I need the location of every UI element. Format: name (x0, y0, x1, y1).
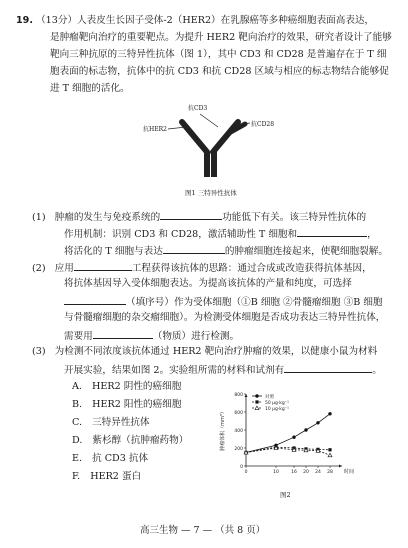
option-key: F. (72, 471, 81, 482)
x-tick-label: 28 (327, 470, 333, 475)
legend-label: 对照 (265, 394, 274, 400)
part1-text-c: 作用机制：识别 CD3 和 CD28，激活辅助性 T 细胞和 (64, 229, 298, 240)
option-text: HER2 阳性的癌细胞 (92, 399, 182, 410)
intro-line-3: 靶向三种抗原的三特异性抗体（图 1），其中 CD3 和 CD28 是普遍存在于 T 细 (50, 49, 387, 60)
part2-text-b: 工程获得该抗体的思路：通过合成或改造获得抗体基因， (131, 263, 372, 274)
series-line (246, 414, 330, 453)
x-tick-label: 24 (315, 470, 321, 475)
label-anti-her2: 抗HER2 (143, 126, 167, 133)
part2-text-d: （填序号）作为受体细胞（①B 细胞 ②骨髓瘤细胞 ③B 细胞 (126, 297, 383, 308)
part3-text-b: 开展实验，结果如图 2。实验组所需的材料和试剂有 (64, 365, 285, 376)
part2-answer-blank-3[interactable] (93, 328, 153, 339)
figure2-line-chart (218, 388, 368, 488)
y-tick-label: 0 (240, 464, 243, 470)
option-text: 三特异性抗体 (92, 417, 150, 428)
part1-text-e: 将活化的 T 细胞与表达 (64, 246, 163, 257)
data-point (328, 412, 331, 415)
y-tick-label: 800 (234, 392, 243, 398)
option-key: C. (72, 417, 83, 428)
label-anti-cd28: 抗CD28 (251, 121, 275, 128)
option-text: HER2 蛋白 (90, 471, 142, 482)
part1-line3 (64, 243, 388, 258)
legend-label: 10 μg·kg⁻¹ (265, 406, 289, 412)
x-tick-label: 20 (303, 470, 309, 475)
part3-line2 (64, 362, 382, 377)
part3-answer-blank[interactable] (284, 362, 372, 373)
part1-line2 (64, 226, 377, 241)
part2-text-g: （物质）进行检测。 (152, 331, 240, 342)
x-axis-arrow (339, 465, 342, 468)
figure2-caption: 图2 (280, 491, 291, 499)
data-point (255, 400, 258, 403)
part2-answer-blank-2[interactable] (64, 294, 126, 305)
legend-label: 50 μg·kg⁻¹ (265, 400, 289, 406)
y-tick-label: 600 (234, 410, 243, 416)
label-anti-cd3: 抗CD3 (188, 105, 208, 112)
option-text: 抗 CD3 抗体 (92, 453, 149, 464)
part1-text-a: 肿瘤的发生与免疫系统的 (54, 212, 161, 223)
option-key: D. (72, 435, 83, 446)
part1-answer-blank-2[interactable] (297, 226, 367, 237)
option-a[interactable] (72, 380, 181, 393)
part3-text-c: 。 (372, 365, 382, 376)
x-tick-label: 10 (273, 470, 279, 475)
part2-text-a: 应用 (54, 263, 74, 274)
x-tick-label: 0 (244, 470, 248, 475)
y-tick-label: 200 (234, 446, 243, 452)
data-point (292, 436, 295, 439)
data-point (328, 448, 331, 451)
y-tick-label: 400 (234, 428, 243, 434)
part1-answer-blank-3[interactable] (163, 243, 225, 254)
part2-line1 (32, 260, 372, 275)
option-text: 紫杉醇（抗肿瘤药物） (92, 435, 189, 446)
option-d[interactable] (72, 434, 188, 447)
part1-answer-blank-1[interactable] (160, 209, 222, 220)
figure1-caption: 图1 三特异性抗体 (185, 189, 237, 197)
intro-line-1: 人表皮生长因子受体-2（HER2）在乳腺癌等多种癌细胞表面高表达， (77, 15, 375, 26)
data-point (255, 394, 258, 397)
part2-answer-blank-1[interactable] (74, 260, 132, 271)
option-key: E. (72, 453, 83, 464)
part2-number: (2) (32, 263, 46, 274)
data-point (316, 421, 319, 424)
part3-number: (3) (32, 346, 46, 357)
part1-text-d: ， (367, 229, 377, 240)
data-point (328, 453, 332, 457)
option-b[interactable] (72, 398, 181, 411)
question-header (16, 14, 374, 27)
question-score: （13分） (36, 15, 78, 26)
part2-line3 (64, 294, 383, 309)
question-number: 19. (16, 15, 33, 26)
part2-text-f: 需要用 (64, 331, 93, 342)
page-footer: 高三生物 — 7 — （共 8 页） (140, 525, 266, 536)
option-key: B. (72, 399, 83, 410)
part1-text-f: 的肿瘤细胞连接起来，使靶细胞裂解。 (224, 246, 388, 257)
option-c[interactable] (72, 416, 150, 429)
x-tick-label: 16 (291, 470, 297, 475)
part2-line2: 将抗体基因导入受体细胞表达。为提高该抗体的产量和纯度，可选择 (64, 278, 352, 289)
part2-line4: 与骨髓瘤细胞的杂交瘤细胞）。为检测受体细胞是否成功表达三特异性抗体， (64, 312, 386, 323)
intro-line-4: 胞表面的标志物，抗体中的抗 CD3 和抗 CD28 区域与相应的标志物结合能够促 (50, 66, 389, 77)
y-axis-label: 肿瘤体积（mm³） (220, 409, 226, 451)
part3-line1 (32, 345, 377, 358)
option-f[interactable] (72, 470, 141, 483)
option-text: HER2 阴性的癌细胞 (91, 381, 182, 392)
figure1-antibody-diagram (130, 102, 280, 184)
data-point (304, 428, 307, 431)
part2-line5 (64, 328, 239, 343)
part1-line1 (32, 209, 366, 224)
part3-text-a: 为检测不同浓度该抗体通过 HER2 靶向治疗肿瘤的效果，以健康小鼠为材料 (54, 346, 378, 357)
part1-number: (1) (32, 212, 46, 223)
option-e[interactable] (72, 452, 148, 465)
intro-line-2: 是肿瘤靶向治疗的重要靶点。为提升 HER2 靶向治疗的效果，研究者设计了能够 (50, 32, 392, 43)
y-axis-arrow (245, 394, 248, 397)
part1-text-b: 功能低下有关。该三特异性抗体的 (222, 212, 367, 223)
x-axis-label: 时间 (344, 469, 355, 475)
option-key: A. (72, 381, 82, 392)
intro-line-5: 进 T 细胞的活化。 (50, 83, 130, 94)
